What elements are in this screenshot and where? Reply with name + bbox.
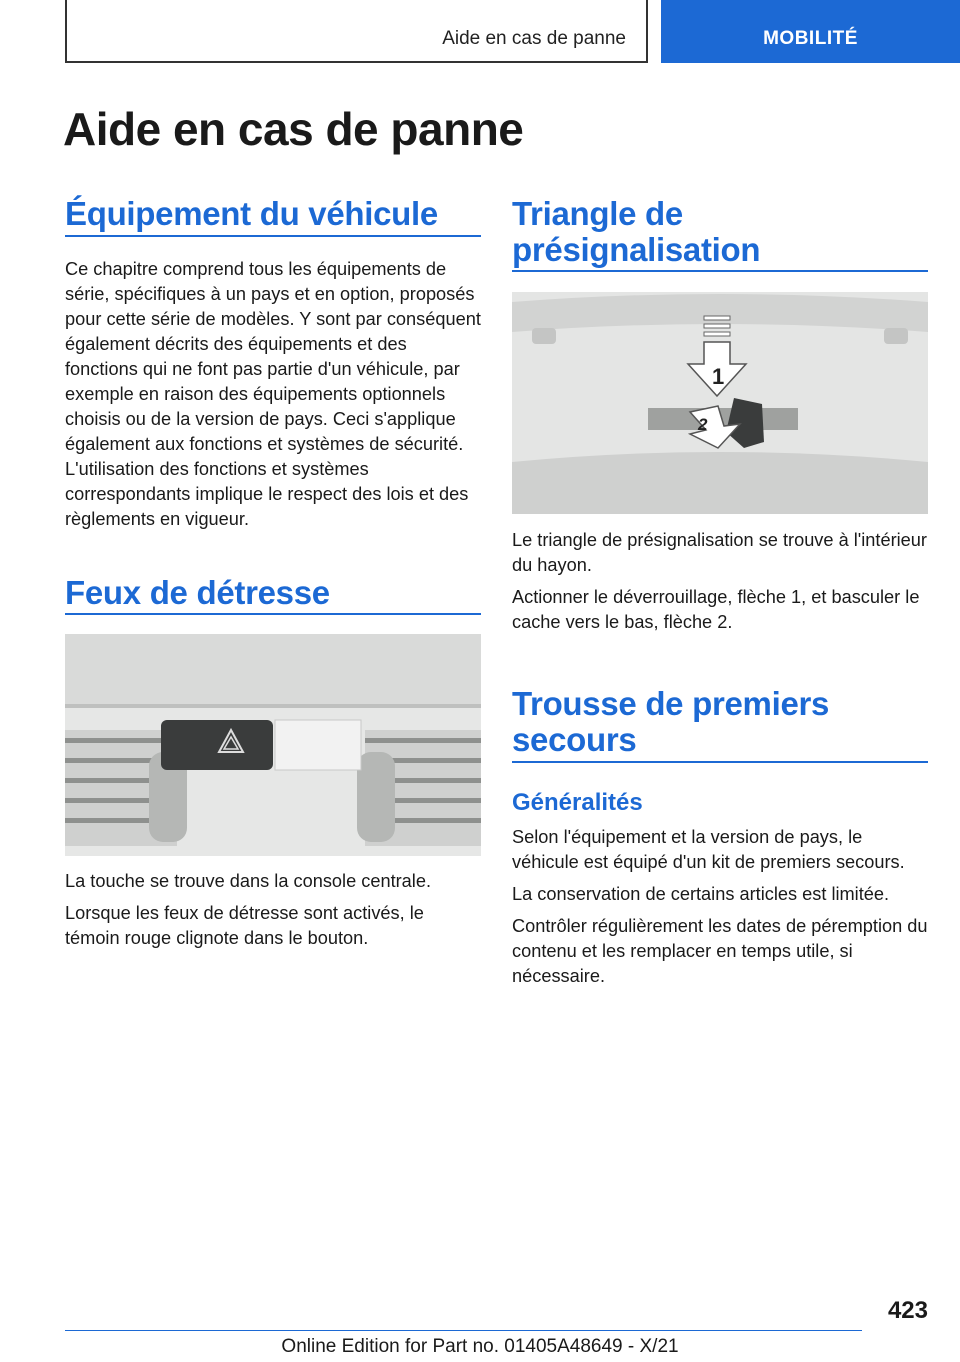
page-number: 423 bbox=[887, 1297, 928, 1324]
first-aid-para-2: La conservation de certains articles est limitée. bbox=[512, 884, 890, 904]
first-aid-subheading: Généralités bbox=[512, 789, 643, 816]
first-aid-heading-rule bbox=[512, 761, 928, 763]
equipment-heading: Équipement du véhicule bbox=[65, 195, 438, 232]
first-aid-para-3: Contrôler régulièrement les dates de péremption du contenu et les remplacer en temps utile, si nécessaire. bbox=[512, 916, 928, 986]
hazard-console-illustration bbox=[65, 634, 481, 856]
hazard-caption-1: La touche se trouve dans la console centrale. bbox=[65, 871, 432, 891]
triangle-caption-2: Actionner le déverrouillage, flèche 1, et basculer le cache vers le bas, flèche 2. bbox=[512, 587, 920, 632]
first-aid-heading: Trousse de premiers secours bbox=[512, 685, 830, 758]
footer-rule bbox=[65, 1330, 862, 1331]
header-section-title: Aide en cas de panne bbox=[442, 28, 626, 49]
header-chapter-tab[interactable] bbox=[661, 0, 960, 63]
tailgate-illustration bbox=[512, 292, 928, 514]
equipment-heading-rule bbox=[65, 235, 481, 237]
equipment-body: Ce chapitre comprend tous les équipements de série, spécifiques à un pays et en option, proposés pour cette série de modèles. Y sont par conséquent également décrits des équipements et des fonctions qui ne font pas partie d'un véhicule, par exemple en raison des équipements optionnels choisis ou de la version de pays. Ceci s'applique également aux fonctions et systèmes de sécurité. L'utilisation des fonctions et systèmes correspondants implique le respect des lois et des règlements en vigueur. bbox=[65, 259, 481, 529]
svg-text:1: 1 bbox=[712, 364, 725, 389]
hazard-button-figure bbox=[65, 634, 481, 856]
triangle-heading-rule bbox=[512, 270, 928, 272]
svg-text:2: 2 bbox=[698, 415, 708, 434]
hazard-heading-rule bbox=[65, 613, 481, 615]
header-section-box bbox=[65, 0, 648, 63]
triangle-heading: Triangle de présignalisation bbox=[512, 195, 761, 268]
hazard-caption-2: Lorsque les feux de détresse sont activés, le témoin rouge clignote dans le bouton. bbox=[65, 903, 424, 948]
first-aid-para-1: Selon l'équipement et la version de pays, le véhicule est équipé d'un kit de premiers secours. bbox=[512, 827, 905, 872]
triangle-caption-1: Le triangle de présignalisation se trouve à l'intérieur du hayon. bbox=[512, 530, 927, 575]
triangle-location-figure bbox=[512, 292, 928, 514]
footer-edition: Online Edition for Part no. 01405A48649 - X/21 bbox=[281, 1336, 679, 1357]
page-title: Aide en cas de panne bbox=[63, 103, 524, 155]
hazard-heading: Feux de détresse bbox=[65, 574, 330, 611]
header-chapter-label: MOBILITÉ bbox=[763, 28, 858, 49]
